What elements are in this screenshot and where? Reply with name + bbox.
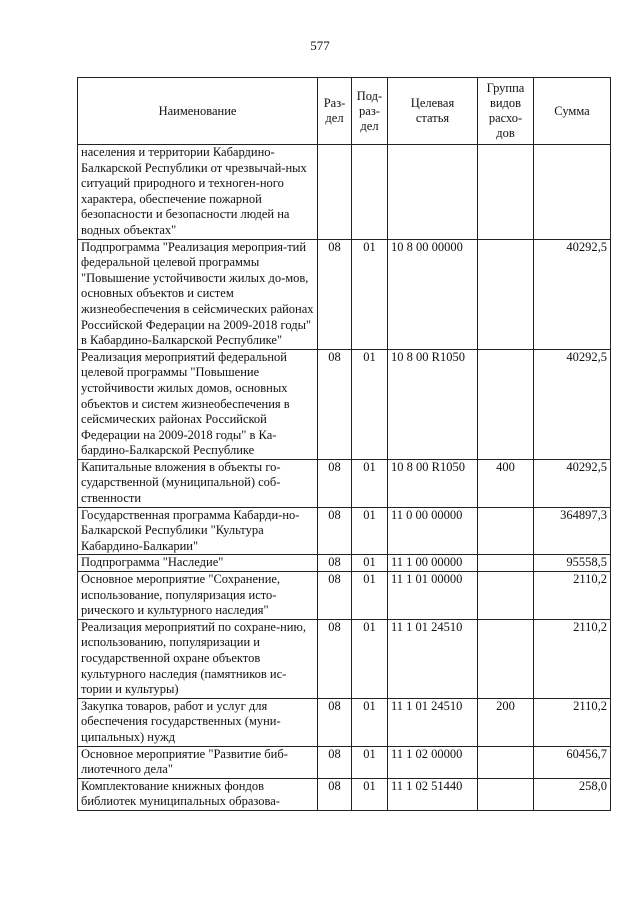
row-subsection: 01 [352, 555, 388, 572]
row-article [388, 145, 478, 240]
table-row [78, 778, 611, 810]
table-header-row [78, 78, 611, 145]
row-subsection: 01 [352, 619, 388, 698]
row-section: 08 [318, 698, 352, 746]
header-name: Наименование [78, 78, 318, 145]
row-name: Капитальные вложения в объекты го-сударственной (муниципальной) соб-ственности [78, 459, 318, 507]
row-group: 400 [478, 459, 534, 507]
row-section: 08 [318, 459, 352, 507]
table-row [78, 507, 611, 555]
row-group [478, 239, 534, 349]
row-article: 11 1 01 00000 [388, 572, 478, 620]
row-name: Комплектование книжных фондов библиотек муниципальных образова- [78, 778, 318, 810]
row-sum [534, 145, 611, 240]
row-section: 08 [318, 572, 352, 620]
table-row [78, 145, 611, 240]
row-sum: 2110,2 [534, 698, 611, 746]
page-number: 577 [310, 38, 330, 53]
row-sum: 2110,2 [534, 619, 611, 698]
row-group [478, 746, 534, 778]
row-article: 11 1 02 00000 [388, 746, 478, 778]
header-subsection: Под- раз- дел [352, 78, 388, 145]
row-article: 11 0 00 00000 [388, 507, 478, 555]
row-sum: 60456,7 [534, 746, 611, 778]
row-subsection: 01 [352, 572, 388, 620]
row-article: 10 8 00 R1050 [388, 459, 478, 507]
header-section: Раз- дел [318, 78, 352, 145]
row-article: 11 1 01 24510 [388, 698, 478, 746]
row-section: 08 [318, 555, 352, 572]
row-group [478, 572, 534, 620]
row-group: 200 [478, 698, 534, 746]
table-row [78, 619, 611, 698]
row-article: 11 1 01 24510 [388, 619, 478, 698]
table-row [78, 459, 611, 507]
row-name: населения и территории Кабардино-Балкарской Республики от чрезвычай-ных ситуаций природного и техноген-ного характера, обеспечение пожарной безопасности и безопасности людей на водных объектах" [78, 145, 318, 240]
row-group [478, 778, 534, 810]
row-section: 08 [318, 746, 352, 778]
row-section: 08 [318, 507, 352, 555]
row-subsection: 01 [352, 349, 388, 459]
row-sum: 258,0 [534, 778, 611, 810]
row-subsection: 01 [352, 507, 388, 555]
row-group [478, 507, 534, 555]
row-name: Подпрограмма "Наследие" [78, 555, 318, 572]
table-row [78, 239, 611, 349]
row-section: 08 [318, 778, 352, 810]
row-name: Реализация мероприятий федеральной целевой программы "Повышение устойчивости жилых домов, основных объектов и систем жизнеобеспечения в сейсмических районах Российской Федерации на 2009-2018 годы" в Ка-бардино-Балкарской Республике [78, 349, 318, 459]
row-section: 08 [318, 619, 352, 698]
row-sum: 40292,5 [534, 239, 611, 349]
table-row [78, 698, 611, 746]
row-subsection: 01 [352, 778, 388, 810]
row-name: Подпрограмма "Реализация мероприя-тий федеральной целевой программы "Повышение устойчивости жилых до-мов, основных объектов и систем жизнеобеспечения в сейсмических районах Российской Федерации на 2009-2018 годы" в Кабардино-Балкарской Республике" [78, 239, 318, 349]
row-section [318, 145, 352, 240]
row-name: Основное мероприятие "Сохранение, использование, популяризация исто-рического и культурного наследия" [78, 572, 318, 620]
header-article: Целевая статья [388, 78, 478, 145]
budget-table [77, 77, 611, 811]
row-name: Закупка товаров, работ и услуг для обеспечения государственных (муни-ципальных) нужд [78, 698, 318, 746]
row-group [478, 145, 534, 240]
table-row [78, 555, 611, 572]
row-article: 11 1 02 51440 [388, 778, 478, 810]
row-subsection: 01 [352, 746, 388, 778]
row-group [478, 349, 534, 459]
row-name: Реализация мероприятий по сохране-нию, использованию, популяризации и государственной охране объектов культурного наследия (памятников ис-тории и культуры) [78, 619, 318, 698]
row-name: Основное мероприятие "Развитие биб-лиотечного дела" [78, 746, 318, 778]
row-sum: 40292,5 [534, 459, 611, 507]
row-subsection: 01 [352, 239, 388, 349]
row-group [478, 619, 534, 698]
row-subsection: 01 [352, 698, 388, 746]
table-row [78, 572, 611, 620]
row-subsection [352, 145, 388, 240]
row-article: 10 8 00 00000 [388, 239, 478, 349]
table-row [78, 349, 611, 459]
row-sum: 95558,5 [534, 555, 611, 572]
row-section: 08 [318, 239, 352, 349]
row-section: 08 [318, 349, 352, 459]
row-article: 11 1 00 00000 [388, 555, 478, 572]
row-article: 10 8 00 R1050 [388, 349, 478, 459]
table-row [78, 746, 611, 778]
header-sum: Сумма [534, 78, 611, 145]
row-sum: 364897,3 [534, 507, 611, 555]
row-name: Государственная программа Кабарди-но-Балкарской Республики "Культура Кабардино-Балкарии" [78, 507, 318, 555]
row-group [478, 555, 534, 572]
row-subsection: 01 [352, 459, 388, 507]
row-sum: 40292,5 [534, 349, 611, 459]
row-sum: 2110,2 [534, 572, 611, 620]
header-group: Группа видов расхо- дов [478, 78, 534, 145]
